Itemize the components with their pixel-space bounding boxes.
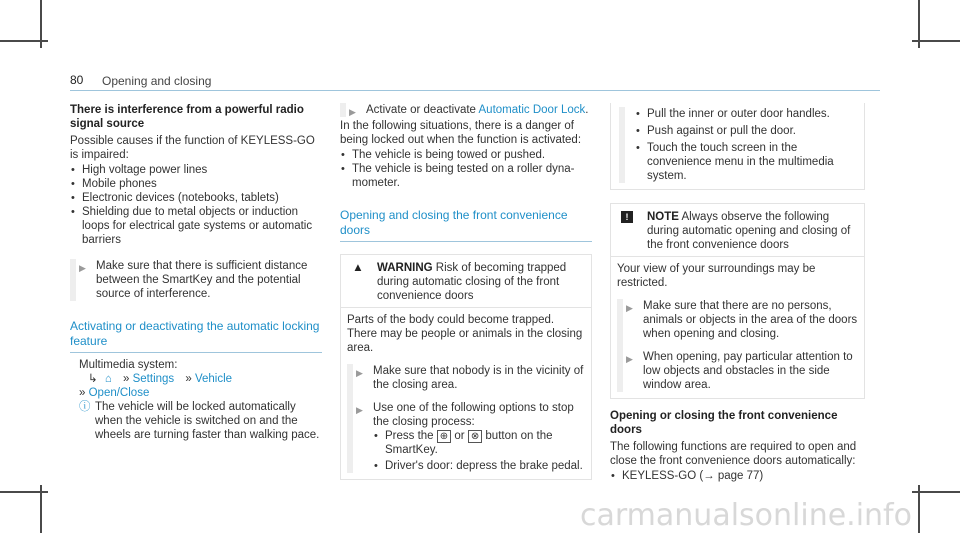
list-item: • Driver's door: depress the brake pedal. bbox=[373, 459, 585, 473]
crop-mark bbox=[0, 40, 48, 42]
watermark: carmanualsonline.info bbox=[580, 498, 912, 533]
unlock-key-icon: ⊗ bbox=[468, 430, 482, 443]
nav-open-close[interactable]: Open/Close bbox=[88, 387, 150, 399]
page-number: 80 bbox=[70, 73, 84, 87]
continued-box bbox=[610, 103, 865, 190]
step-item: ▶ Make sure that there is sufficient distance between the SmartKey and the potential source of interference. bbox=[79, 260, 308, 300]
info-note: ⓘ The vehicle will be locked automatically when the vehicle is switched on and the wheels are turning faster than walking pace. bbox=[79, 401, 320, 441]
arrow-icon: ↳ bbox=[88, 373, 98, 385]
list-item: • The vehicle is being tested on a roller dyna-mometer. bbox=[340, 162, 592, 190]
step-item: ▶ Use one of the following options to stop the closing process: • Press the ⊕ or ⊗ button on the SmartKey. • Driver's door: depress the brake pedal. bbox=[353, 401, 585, 473]
warning-icon: ▲ bbox=[352, 262, 364, 274]
nav-label: Multimedia system: bbox=[79, 359, 178, 371]
causes-list bbox=[70, 163, 322, 247]
left-column bbox=[70, 103, 322, 442]
chevron-icon: » bbox=[185, 373, 192, 385]
intro-text: The following functions are required to open and close the front convenience doors automatically: bbox=[610, 441, 857, 467]
nav-vehicle[interactable]: Vehicle bbox=[194, 373, 233, 385]
list-item[interactable]: • KEYLESS-GO (→ page 77) bbox=[610, 469, 865, 483]
header-rule bbox=[70, 90, 880, 91]
subheading-rule bbox=[340, 241, 592, 242]
step-arrow-icon: ▶ bbox=[349, 107, 356, 117]
step-arrow-icon: ▶ bbox=[626, 354, 633, 364]
step-arrow-icon: ▶ bbox=[626, 303, 633, 313]
list-item: • Pull the inner or outer door handles. bbox=[635, 107, 856, 121]
step-block bbox=[347, 364, 585, 473]
nav-block bbox=[70, 358, 322, 442]
step-item: ▶ Make sure that nobody is in the vicinity of the closing area. bbox=[356, 365, 584, 391]
nav-path-2 bbox=[79, 386, 322, 400]
crop-mark bbox=[912, 40, 960, 42]
list-item: • Press the ⊕ or ⊗ button on the SmartKey. bbox=[373, 429, 585, 457]
note-head bbox=[611, 204, 864, 256]
warning-body: Parts of the body could become trapped. There may be people or animals in the closing area. ▶ Make sure that nobody is in the vicinity of the closing area. ▶ Use one of the following options to stop the closing process: • Press the ⊕ or ⊗ button on the SmartKey. • Driver's door: depress the brake pedal. bbox=[341, 307, 591, 479]
info-icon: ⓘ bbox=[79, 401, 91, 413]
intro-text: Possible causes if the function of KEYLESS-GO is impaired: bbox=[70, 135, 315, 161]
continued-list bbox=[635, 107, 856, 183]
warning-box bbox=[340, 254, 592, 480]
right-column bbox=[610, 103, 865, 483]
list-item: • Touch the touch screen in the convenience menu in the multimedia system. bbox=[635, 141, 856, 183]
list-item: • Electronic devices (notebooks, tablets) bbox=[70, 191, 322, 205]
heading-interference: There is interference from a powerful radio signal source bbox=[70, 104, 304, 130]
step-block bbox=[70, 259, 322, 301]
heading-opening-closing: Opening or closing the front convenience doors bbox=[610, 410, 838, 436]
warning-head bbox=[341, 255, 591, 307]
note-title: NOTE bbox=[647, 211, 679, 223]
subheading-convenience-doors[interactable]: Opening and closing the front convenience doors bbox=[340, 208, 568, 237]
subheading-automatic-locking[interactable]: Activating or deactivating the automatic locking feature bbox=[70, 319, 320, 348]
step-arrow-icon: ▶ bbox=[356, 368, 363, 378]
crop-mark bbox=[0, 491, 48, 493]
step-arrow-icon: ▶ bbox=[79, 263, 86, 273]
lock-key-icon: ⊕ bbox=[437, 430, 451, 443]
middle-column bbox=[340, 103, 592, 480]
list-item: • Mobile phones bbox=[70, 177, 322, 191]
note-box bbox=[610, 203, 865, 399]
warning-title: WARNING bbox=[377, 262, 433, 274]
subheading-rule bbox=[70, 352, 322, 353]
step-block bbox=[617, 299, 858, 392]
list-item: • Push against or pull the door. bbox=[635, 124, 856, 138]
note-body: Your view of your surroundings may be restricted. ▶ Make sure that there are no persons, animals or objects in the area of the doors when opening and closing. ▶ When opening, pay particular attention to low objects and obstacles in the side window area. bbox=[611, 256, 864, 398]
chevron-icon: » bbox=[79, 387, 86, 399]
note-icon: ! bbox=[621, 211, 633, 223]
step-item: ▶ Activate or deactivate Automatic Door Lock. bbox=[349, 104, 589, 117]
step-block bbox=[340, 103, 592, 117]
section-title: Opening and closing bbox=[102, 74, 212, 88]
step-item: ▶ When opening, pay particular attention to low objects and obstacles in the side window area. bbox=[626, 351, 853, 391]
nav-settings[interactable]: Settings bbox=[132, 373, 175, 385]
required-functions-list bbox=[610, 469, 865, 483]
crop-mark bbox=[912, 491, 960, 493]
list-item: • The vehicle is being towed or pushed. bbox=[340, 148, 592, 162]
nav-path bbox=[79, 372, 322, 386]
step-arrow-icon: ▶ bbox=[356, 405, 363, 415]
list-item: • High voltage power lines bbox=[70, 163, 322, 177]
chevron-icon: » bbox=[123, 373, 130, 385]
intro-text: In the following situations, there is a danger of being locked out when the function is activated: bbox=[340, 120, 582, 146]
continued-list-block bbox=[619, 107, 856, 183]
situations-list bbox=[340, 148, 592, 190]
list-item: • Shielding due to metal objects or induction loops for electrical gate systems or automatic barriers bbox=[70, 205, 322, 247]
note-text: Always observe the following during automatic opening and closing of the front convenience doors bbox=[647, 211, 851, 251]
step-item: ▶ Make sure that there are no persons, animals or objects in the area of the doors when opening and closing. bbox=[626, 300, 858, 340]
warning-text: Risk of becoming trapped during automatic closing of the front convenience doors bbox=[377, 262, 567, 302]
stop-options-list bbox=[373, 429, 585, 473]
home-icon[interactable]: ⌂ bbox=[104, 373, 112, 385]
automatic-door-lock-link[interactable]: Automatic Door Lock bbox=[478, 104, 586, 116]
